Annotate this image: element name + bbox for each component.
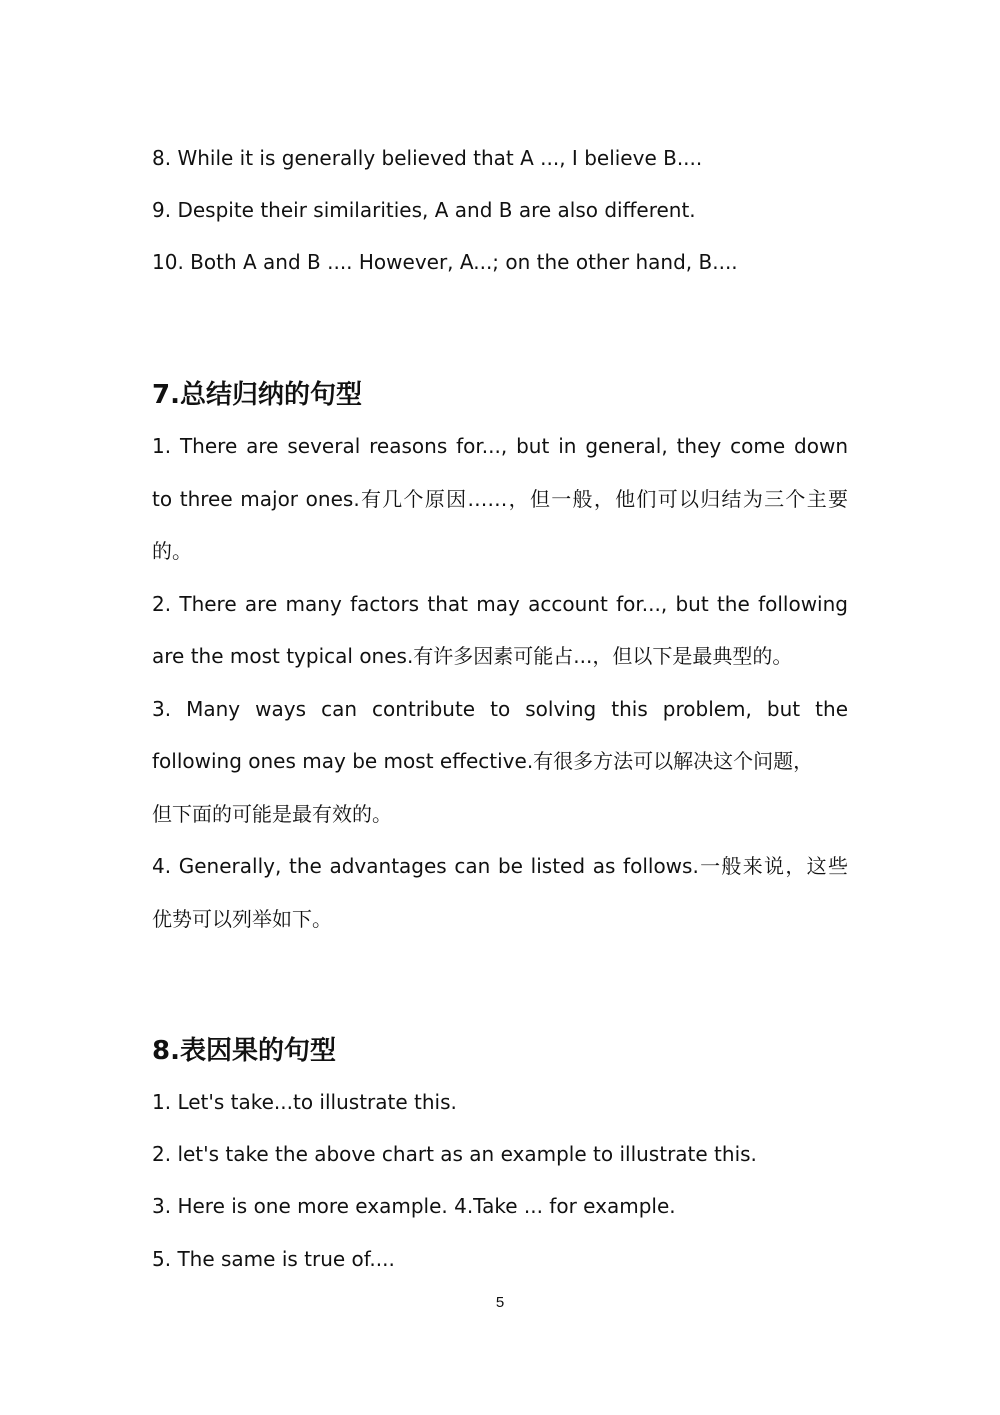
list-item: 1. There are several reasons for..., but in general, they come down <box>152 434 848 458</box>
list-item: 4. Generally, the advantages can be listed as follows.一般来说，这些 <box>152 854 848 878</box>
section-heading-summary: 7.总结归纳的句型 <box>152 380 362 410</box>
list-item: 3. Here is one more example. 4.Take ... for example. <box>152 1194 676 1218</box>
list-item: 8. While it is generally believed that A ..., I believe B.... <box>152 146 703 170</box>
list-item: 1. Let's take...to illustrate this. <box>152 1090 457 1114</box>
list-item: to three major ones.有几个原因……，但一般，他们可以归结为三个主要 <box>152 487 848 511</box>
list-item: are the most typical ones.有许多因素可能占...，但以下是最典型的。 <box>152 644 793 668</box>
list-item: 9. Despite their similarities, A and B are also different. <box>152 198 696 222</box>
section-heading-cause-effect: 8.表因果的句型 <box>152 1036 336 1066</box>
list-item: 2. let's take the above chart as an example to illustrate this. <box>152 1142 757 1166</box>
list-item: 2. There are many factors that may account for..., but the following <box>152 592 848 616</box>
list-item: following ones may be most effective.有很多方法可以解决这个问题， <box>152 749 814 773</box>
list-item: 3. Many ways can contribute to solving this problem, but the <box>152 697 848 721</box>
list-item: 10. Both A and B .... However, A...; on the other hand, B.... <box>152 250 738 274</box>
list-item: 的。 <box>152 539 192 563</box>
page-number: 5 <box>495 1294 505 1311</box>
list-item: 优势可以列举如下。 <box>152 907 332 931</box>
list-item: 5. The same is true of.... <box>152 1247 395 1271</box>
list-item: 但下面的可能是最有效的。 <box>152 802 392 826</box>
